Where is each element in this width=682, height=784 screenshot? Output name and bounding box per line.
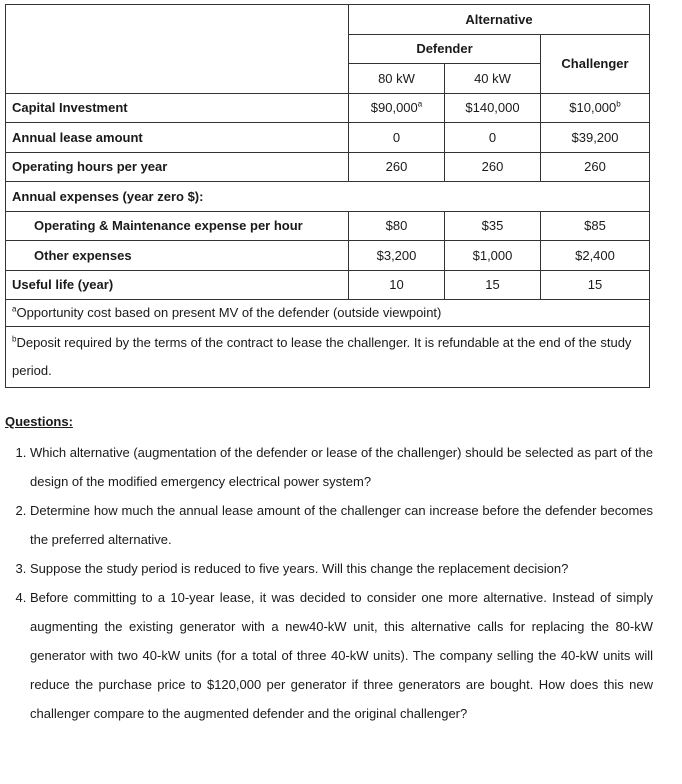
cell-defender-40kw: 15 [445,270,541,300]
cell-challenger: 15 [541,270,650,300]
subheader-80kw: 80 kW [349,64,445,94]
cell-challenger: $85 [541,211,650,241]
cell-defender-80kw: $90,000$^a$ [349,93,445,123]
comparison-table [5,4,650,388]
table-row [6,270,650,300]
cell-defender-80kw: $80 [349,211,445,241]
table-row [6,152,650,182]
table-row [6,211,650,241]
header-defender: Defender [349,34,541,64]
footnote-row [6,300,650,327]
list-item: 4. Before committing to a 10-year lease, it was decided to consider one more alternative. Instead of simply augmenting the existing generator with a new40-kW unit, this alternative calls for replacing the 80-kW generator with two 40-kW units (for a total of three 40-kW units). The company selling the 40-kW units will reduce the purchase price to $120,000 per generator if three generators are bought. How does this new challenger compare to the augmented defender and the original challenger? [30,583,653,728]
cell-defender-80kw: 260 [349,152,445,182]
table-row [6,93,650,123]
row-label: Operating hours per year [6,152,349,182]
questions-section [5,412,653,728]
cell-defender-80kw: $3,200 [349,241,445,271]
cell-defender-80kw: 10 [349,270,445,300]
cell-challenger: $39,200 [541,123,650,153]
header-alternative: Alternative [349,5,650,35]
footnote-marker-b: b [616,99,621,109]
questions-list [5,438,653,728]
footnote-b: $^b$Deposit required by the terms of the contract to lease the challenger. It is refundable at the end of the study period. [6,327,650,388]
row-label: Annual lease amount [6,123,349,153]
header-challenger: Challenger [541,34,650,93]
cell-challenger: 260 [541,152,650,182]
cell-defender-40kw: 0 [445,123,541,153]
row-label: Annual expenses (year zero $): [6,182,650,212]
cell-defender-40kw: $1,000 [445,241,541,271]
cell-defender-40kw: $140,000 [445,93,541,123]
row-label: Useful life (year) [6,270,349,300]
table-row [6,123,650,153]
footnote-row [6,327,650,388]
table-corner-cell [6,5,349,94]
footnote-marker-a: a [417,99,423,109]
cell-challenger: $2,400 [541,241,650,271]
table-row [6,182,650,212]
questions-title: Questions: [5,414,73,429]
list-item: 3. Suppose the study period is reduced to five years. Will this change the replacement decision? [30,554,653,583]
row-label: Operating & Maintenance expense per hour [6,211,349,241]
cell-defender-40kw: 260 [445,152,541,182]
list-item: 1. Which alternative (augmentation of the defender or lease of the challenger) should be selected as part of the design of the modified emergency electrical power system? [30,438,653,496]
row-label: Other expenses [6,241,349,271]
list-item: 2. Determine how much the annual lease amount of the challenger can increase before the defender becomes the preferred alternative. [30,496,653,554]
row-label: Capital Investment [6,93,349,123]
table-row [6,241,650,271]
subheader-40kw: 40 kW [445,64,541,94]
cell-challenger: $10,000$^b$ [541,93,650,123]
cell-defender-80kw: 0 [349,123,445,153]
footnote-a: $^a$Opportunity cost based on present MV of the defender (outside viewpoint) [6,300,650,327]
cell-defender-40kw: $35 [445,211,541,241]
